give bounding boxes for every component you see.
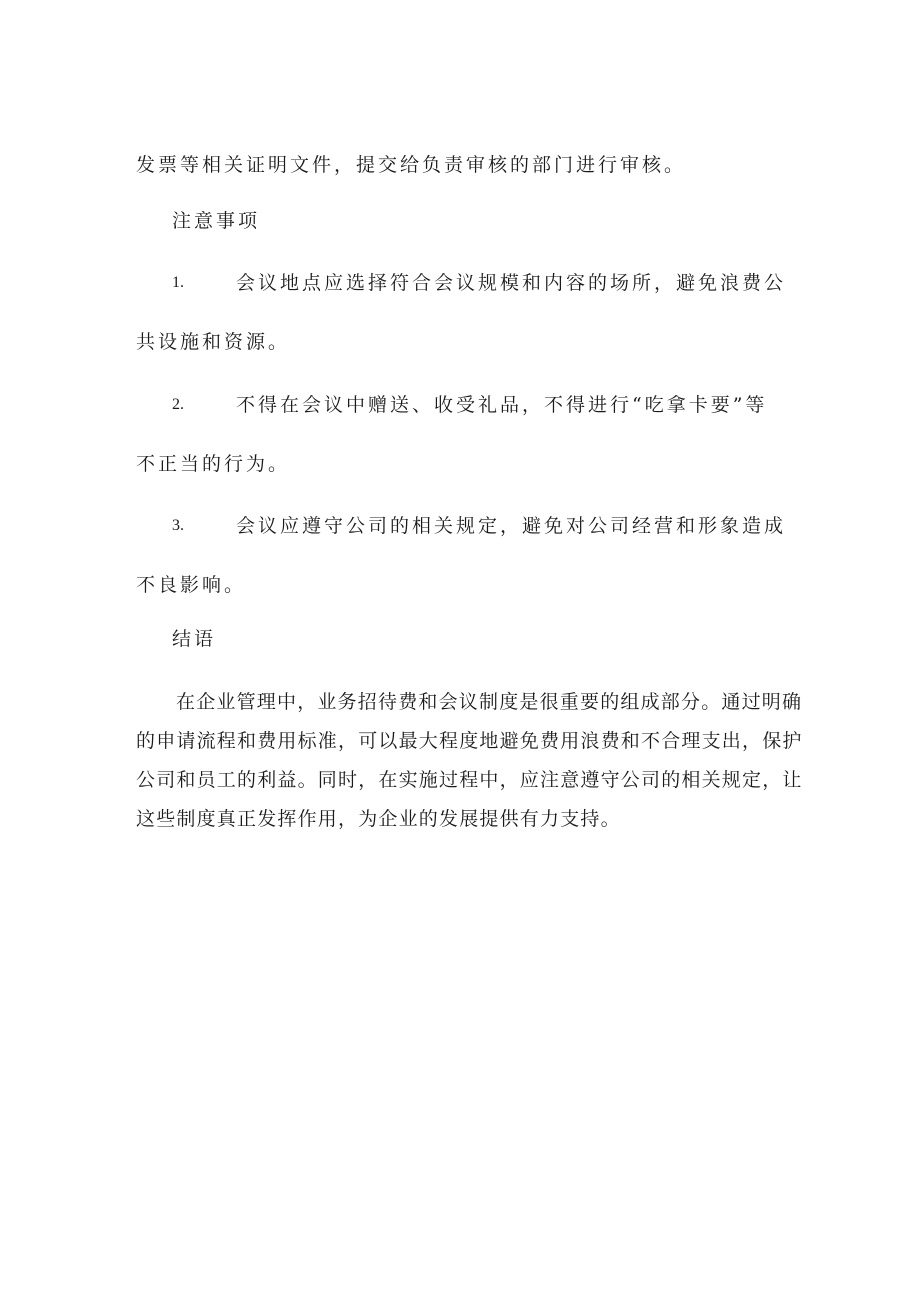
note-2-line-2: 不正当的行为。 xyxy=(136,453,291,475)
note-1-line-2: 共设施和资源。 xyxy=(136,331,291,353)
notes-heading: 注意事项 xyxy=(172,210,261,232)
conclusion-heading: 结语 xyxy=(172,628,217,650)
conclusion-line-1: 在企业管理中，业务招待费和会议制度是很重要的组成部分。通过明确 xyxy=(176,691,803,713)
conclusion-line-3: 公司和员工的利益。同时，在实施过程中，应注意遵守公司的相关规定，让 xyxy=(136,769,803,791)
note-1-number: 1. xyxy=(172,274,184,291)
conclusion-paragraph xyxy=(136,683,803,839)
lead-line: 发票等相关证明文件，提交给负责审核的部门进行审核。 xyxy=(136,154,687,176)
conclusion-line-4: 这些制度真正发挥作用，为企业的发展提供有力支持。 xyxy=(136,808,621,830)
note-3-number: 3. xyxy=(172,517,184,534)
note-3-line-1: 会议应遵守公司的相关规定，避免对公司经营和形象造成 xyxy=(236,515,787,537)
note-2-number: 2. xyxy=(172,396,184,413)
conclusion-line-2: 的申请流程和费用标准，可以最大程度地避免费用浪费和不合理支出，保护 xyxy=(136,730,803,752)
note-1-line-1: 会议地点应选择符合会议规模和内容的场所，避免浪费公 xyxy=(236,272,787,294)
note-3-line-2: 不良影响。 xyxy=(136,574,247,596)
note-2-line-1: 不得在会议中赠送、收受礼品，不得进行“吃拿卡要”等 xyxy=(236,394,768,416)
